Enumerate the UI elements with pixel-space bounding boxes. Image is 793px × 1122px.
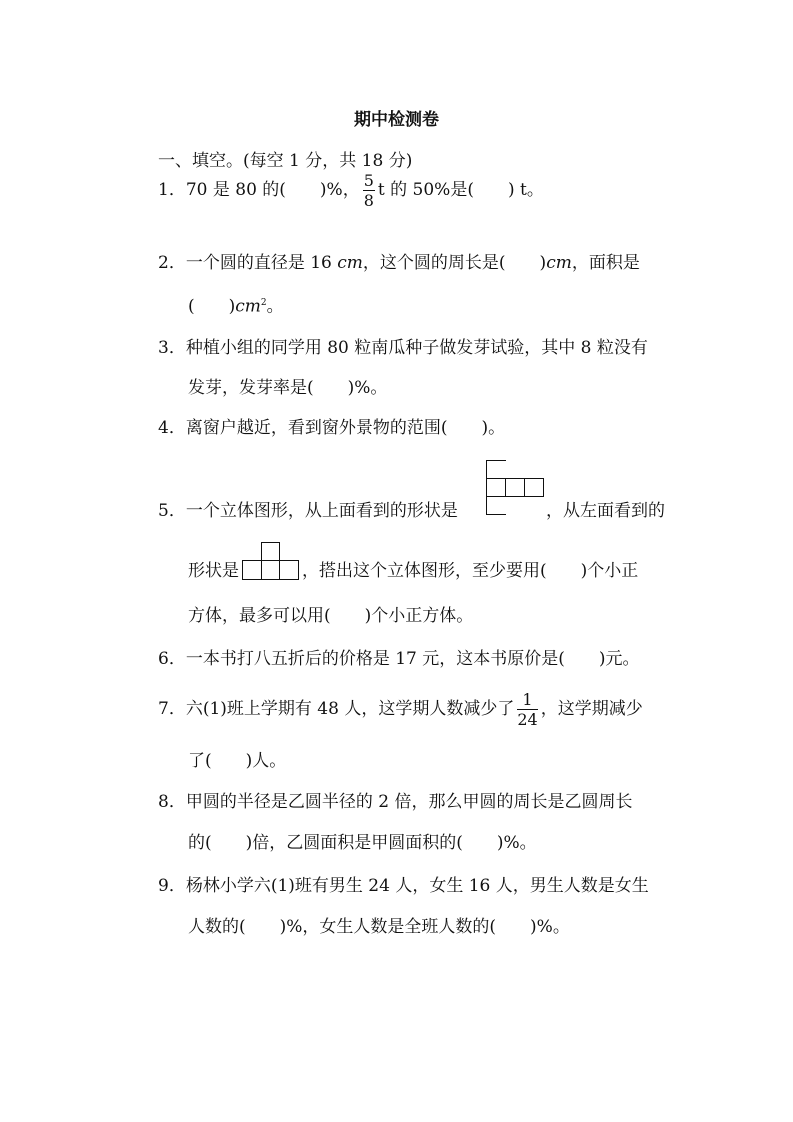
fraction-five-eighths: $\frac{5}{8}$ — [363, 171, 374, 210]
question-8-line-2: 的( )倍，乙圆面积是甲圆面积的( )%。 — [188, 833, 537, 853]
question-1: 1．70 是 80 的( )%， $\frac{5}{8}$ t 的 50%是( ) t。 — [158, 171, 544, 210]
question-8-line-1: 8．甲圆的半径是乙圆半径的 2 倍，那么甲圆的周长是乙圆周长 — [158, 792, 633, 812]
question-3-line-2: 发芽，发芽率是( )%。 — [188, 378, 388, 398]
fraction-one-twentyfourth: $\frac{1}{24}$ — [517, 690, 538, 729]
question-2-line-2: ( )$cm^2$。 — [188, 296, 284, 317]
question-2-line-1: 2．一个圆的直径是 16 cm，这个圆的周长是( )cm，面积是 — [158, 253, 640, 273]
question-5-line-2b: ，搭出这个立体图形，至少要用( )个小正 — [302, 561, 639, 581]
question-3-line-1: 3．种植小组的同学用 80 粒南瓜种子做发芽试验，其中 8 粒没有 — [158, 338, 648, 358]
question-5-line-2a: 形状是 — [188, 561, 239, 581]
question-6: 6．一本书打八五折后的价格是 17 元，这本书原价是( )元。 — [158, 649, 640, 669]
question-4: 4．离窗户越近，看到窗外景物的范围( )。 — [158, 418, 506, 438]
question-9-line-2: 人数的( )%，女生人数是全班人数的( )%。 — [188, 917, 570, 937]
question-5-line-1b: ，从左面看到的 — [546, 501, 665, 521]
page-title: 期中检测卷 — [354, 110, 439, 130]
question-7-line-2: 了( )人。 — [188, 751, 287, 771]
question-5-line-1a: 5．一个立体图形，从上面看到的形状是 — [158, 501, 458, 521]
question-7-line-1: 7．六(1)班上学期有 48 人，这学期人数减少了 $\frac{1}{24}$ ，这学期减少 — [158, 690, 643, 729]
question-5-line-3: 方体，最多可以用( )个小正方体。 — [188, 606, 474, 626]
question-9-line-1: 9．杨林小学六(1)班有男生 24 人，女生 16 人，男生人数是女生 — [158, 876, 649, 896]
section-heading: 一、填空。(每空 1 分，共 18 分) — [158, 151, 413, 171]
